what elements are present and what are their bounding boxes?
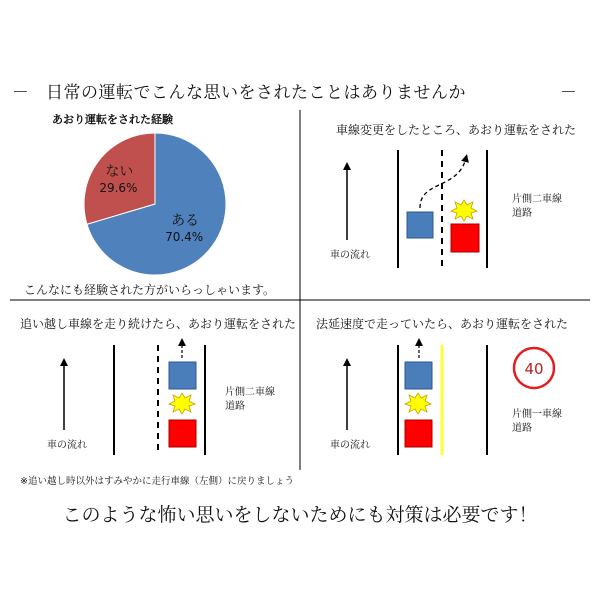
- pie-chart-title: あおり運転をされた経験: [52, 113, 173, 126]
- impact-star-icon: [169, 393, 195, 414]
- passing-heading: 追い越し車線を走り続けたら、あおり運転をされた: [20, 317, 297, 331]
- header-dash-right: －: [560, 83, 577, 103]
- pie-label-yes: ある: [171, 212, 200, 229]
- speed-limit-value: 40: [524, 360, 544, 378]
- road-type-label-2: 道路: [225, 401, 245, 412]
- blue-car: [169, 362, 196, 389]
- blue-car: [407, 212, 433, 238]
- lane-change-heading: 車線変更をしたところ、あおり運転をされた: [336, 123, 577, 137]
- road-type-label: 片側二車線: [512, 194, 562, 205]
- road-type-label: 片側二車線: [225, 387, 275, 398]
- road-type-label-2: 道路: [512, 423, 532, 434]
- pie-chart: [84, 133, 226, 275]
- flow-label: 車の流れ: [330, 250, 370, 261]
- pie-label-no: ない: [105, 163, 134, 180]
- flow-label: 車の流れ: [330, 440, 370, 451]
- header-dash-left: －: [12, 83, 29, 103]
- impact-star-icon: [451, 200, 477, 221]
- pie-value-yes: 70.4%: [165, 229, 204, 244]
- impact-star-icon: [405, 393, 431, 414]
- footer-message: このような怖い思いをしないためにも対策は必要です！: [62, 504, 538, 526]
- pie-value-no: 29.6%: [99, 180, 138, 195]
- passing-note: ※追い越し時以外はすみやかに走行車線（左側）に戻りましょう: [20, 476, 294, 487]
- survey-caption: こんなにも経験された方がいらっしゃいます。: [24, 283, 276, 297]
- legal-speed-heading: 法延速度で走っていたら、あおり運転をされた: [316, 317, 569, 331]
- road-type-label: 片側一車線: [512, 409, 562, 420]
- blue-car: [405, 362, 432, 389]
- red-car: [405, 420, 432, 447]
- legal-speed-diagram: [347, 342, 554, 455]
- red-car: [169, 420, 196, 447]
- flow-label: 車の流れ: [47, 440, 87, 451]
- red-car: [451, 224, 479, 252]
- page-title: 日常の運転でこんな思いをされたことはありませんか: [46, 83, 466, 103]
- road-type-label-2: 道路: [512, 208, 532, 219]
